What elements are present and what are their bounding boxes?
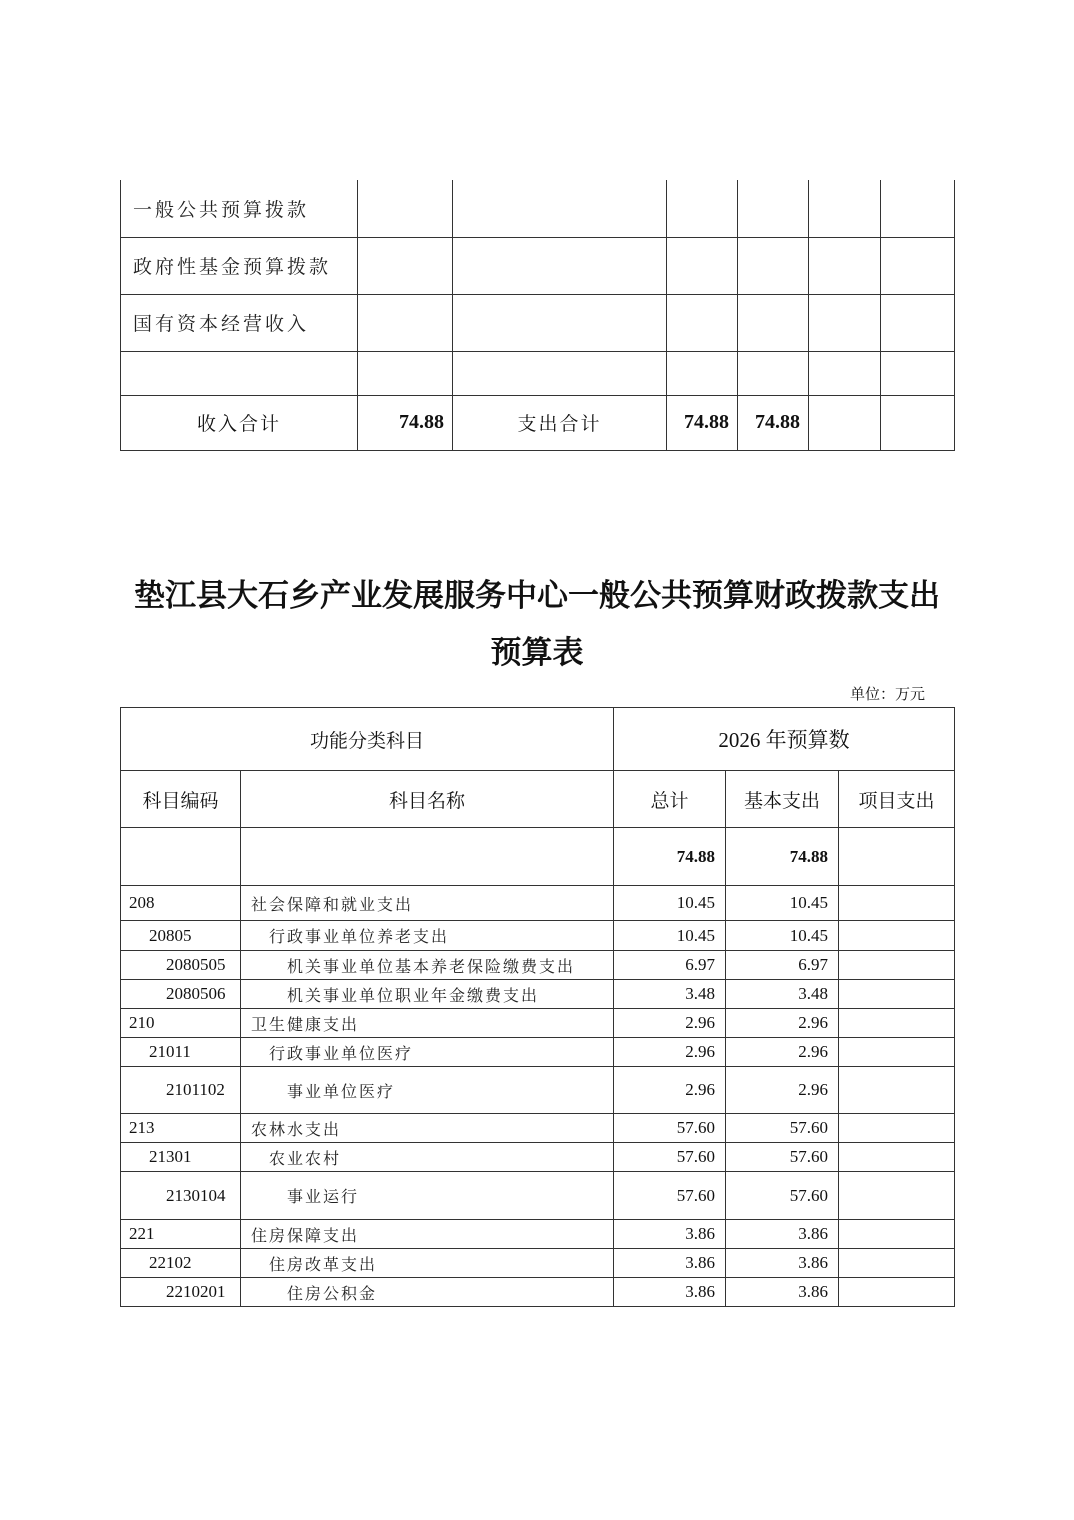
header-budget-year: 2026 年预算数 [718,728,850,752]
row-total: 57.60 [676,1118,715,1137]
row-basic: 57.60 [789,1118,828,1137]
row-total: 3.86 [685,1253,715,1272]
row-code: 213 [129,1118,155,1137]
row-total: 2.96 [685,1042,715,1061]
row-basic: 2.96 [798,1013,828,1032]
row-code: 2080505 [166,955,226,974]
row-code: 2210201 [166,1282,226,1301]
income-total-label: 收入合计 [196,413,281,435]
income-row-label [121,351,357,395]
row-basic: 57.60 [789,1147,828,1166]
row-name: 行政事业单位医疗 [269,1043,414,1063]
row-code: 2101102 [166,1080,225,1099]
grid-line [954,707,955,1307]
expense-basic-value: 74.88 [755,411,800,433]
row-total: 57.60 [676,1185,715,1205]
row-total: 3.86 [685,1224,715,1243]
row-total: 3.48 [685,984,715,1003]
income-total-value: 74.88 [399,411,444,433]
expense-total-value: 74.88 [684,411,729,433]
row-name: 社会保障和就业支出 [251,894,414,914]
row-total: 57.60 [676,1147,715,1166]
row-name: 机关事业单位基本养老保险缴费支出 [287,956,576,976]
income-row-label: 国有资本经营收入 [133,313,310,335]
grid-line [808,180,809,451]
row-basic: 10.45 [789,893,828,912]
row-name: 住房保障支出 [251,1225,360,1245]
grid-line [838,770,839,1307]
row-basic: 2.96 [798,1042,828,1061]
sum-total: 74.88 [676,846,715,866]
header-total: 总计 [650,789,689,812]
row-basic: 3.86 [798,1282,828,1301]
grid-line [120,1306,955,1307]
row-name: 卫生健康支出 [251,1014,360,1034]
expense-total-label: 支出合计 [517,413,602,435]
row-total: 6.97 [685,955,715,974]
page-title-line2: 预算表 [490,635,584,670]
row-basic: 3.86 [798,1253,828,1272]
grid-line [880,180,881,451]
unit-label: 单位：万元 [850,687,926,703]
row-code: 221 [129,1224,155,1243]
row-code: 22102 [149,1253,192,1272]
income-row-label: 一般公共预算拨款 [133,199,310,221]
row-basic: 57.60 [789,1185,828,1205]
row-code: 2080506 [166,984,226,1003]
grid-line [954,180,955,451]
sum-basic: 74.88 [789,846,828,866]
row-total: 10.45 [676,925,715,945]
income-row-label: 政府性基金预算拨款 [133,256,332,278]
row-name: 行政事业单位养老支出 [269,927,450,946]
page-title: 垫江县大石乡产业发展服务中心一般公共预算财政拨款支出 [134,578,940,613]
row-basic: 3.48 [798,984,828,1003]
row-code: 210 [129,1013,155,1032]
row-basic: 2.96 [798,1080,828,1099]
row-total: 2.96 [685,1080,715,1099]
row-basic: 6.97 [798,955,828,974]
header-project: 项目支出 [858,789,935,812]
header-function-category: 功能分类科目 [309,729,424,752]
row-code: 21301 [149,1147,192,1166]
row-name: 事业单位医疗 [287,1081,396,1101]
row-name: 农林水支出 [251,1119,342,1139]
row-code: 2130104 [166,1185,226,1205]
row-total: 3.86 [685,1282,715,1301]
row-basic: 3.86 [798,1224,828,1243]
row-basic: 10.45 [789,925,828,945]
row-code: 208 [129,893,155,912]
grid-line [120,450,955,451]
row-name: 农业农村 [269,1148,342,1168]
row-code: 20805 [149,925,192,945]
header-code: 科目编码 [142,789,219,812]
row-name: 事业运行 [287,1187,360,1206]
row-total: 2.96 [685,1013,715,1032]
row-name: 住房公积金 [287,1283,378,1303]
row-name: 住房改革支出 [269,1254,378,1274]
row-total: 10.45 [676,893,715,912]
row-code: 21011 [149,1042,191,1061]
header-basic: 基本支出 [743,789,820,812]
row-name: 机关事业单位职业年金缴费支出 [287,985,540,1005]
header-name: 科目名称 [388,789,465,812]
